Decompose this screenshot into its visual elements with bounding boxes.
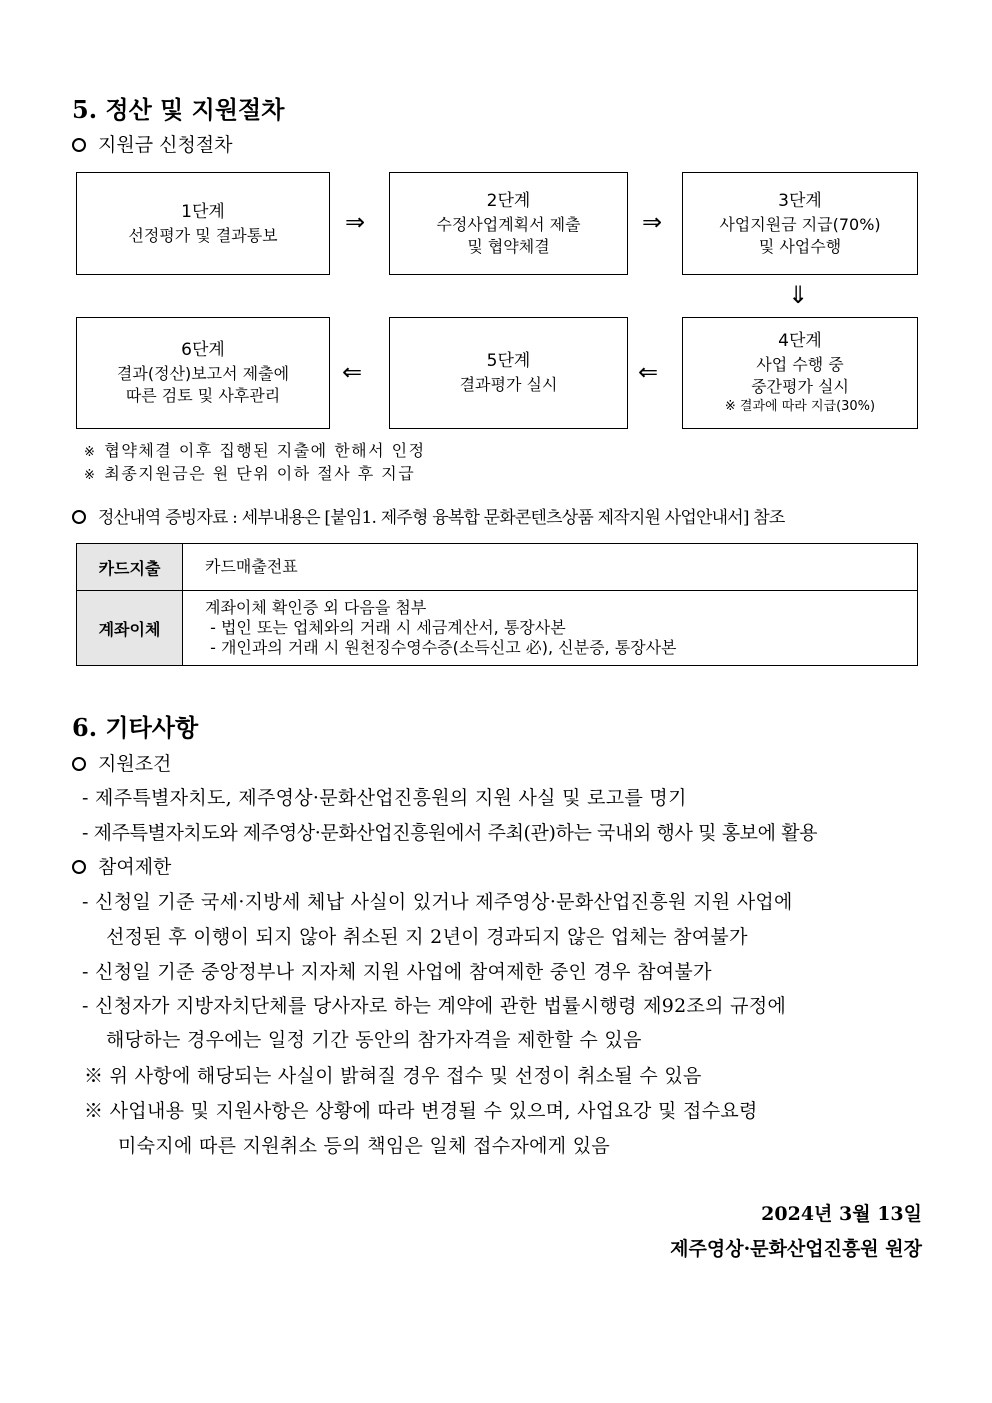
- step-box-2: [389, 172, 628, 275]
- section6-title: 6. 기타사항: [72, 713, 199, 742]
- limit-item: - 신청일 기준 국세·지방세 체납 사실이 있거나 제주영상·문화산업진흥원 지원 사업에: [82, 891, 793, 913]
- evidence-table: [76, 543, 918, 666]
- section5-title: 5. 정산 및 지원절차: [72, 95, 285, 124]
- step-box-3: [682, 172, 918, 275]
- table-value-line: - 개인과의 거래 시 원천징수영수증(소득신고 必), 신분증, 통장사본: [205, 638, 677, 657]
- table-value-line: - 법인 또는 업체와의 거래 시 세금계산서, 통장사본: [205, 618, 566, 637]
- table-value-line: 계좌이체 확인증 외 다음을 첨부: [205, 598, 427, 617]
- left-arrow-icon: ⇐: [638, 358, 659, 386]
- section5-sub2: 정산내역 증빙자료 : 세부내용은 [붙임1. 제주형 융복합 문화콘텐츠상품 제작지원 사업안내서] 참조: [72, 503, 785, 528]
- step-line: 사업 수행 중: [756, 355, 844, 374]
- left-arrow-icon: ⇐: [342, 358, 363, 386]
- right-arrow-icon: ⇒: [642, 208, 663, 236]
- step-box-6: [76, 317, 330, 429]
- step-label: 4단계: [778, 331, 822, 351]
- step-line: 중간평가 실시: [751, 377, 849, 396]
- cond-item: - 제주특별자치도와 제주영상·문화산업진흥원에서 주최(관)하는 국내외 행사 및 홍보에 활용: [82, 822, 818, 844]
- section6-cond-title: 지원조건: [72, 749, 171, 776]
- step-line: 따른 검토 및 사후관리: [125, 386, 281, 405]
- limit-item: 선정된 후 이행이 되지 않아 취소된 지 2년이 경과되지 않은 업체는 참여불가: [106, 926, 748, 948]
- step-line: 및 사업수행: [758, 236, 842, 256]
- step-label: 6단계: [181, 340, 225, 360]
- table-label-transfer: 계좌이체: [77, 591, 183, 666]
- step-line: 결과(정산)보고서 제출에: [116, 364, 290, 383]
- table-row: [77, 544, 918, 591]
- footer-date: 2024년 3월 13일: [761, 1203, 922, 1225]
- circle-bullet-icon: [72, 510, 86, 524]
- note-line: ※ 최종지원금은 원 단위 이하 절사 후 지급: [84, 464, 416, 483]
- reference-mark-icon: ※: [84, 468, 97, 483]
- footer-signer: 제주영상·문화산업진흥원 원장: [670, 1238, 922, 1260]
- table-value-card: 카드매출전표: [183, 544, 918, 591]
- step-box-4: [682, 317, 918, 429]
- limit-item: 해당하는 경우에는 일정 기간 동안의 참가자격을 제한할 수 있음: [106, 1029, 642, 1051]
- remark: ※ 위 사항에 해당되는 사실이 밝혀질 경우 접수 및 선정이 취소될 수 있음: [84, 1065, 702, 1087]
- step-note: ※ 결과에 따라 지급(30%): [724, 399, 876, 414]
- note-line: ※ 협약체결 이후 집행된 지출에 한해서 인정: [84, 441, 426, 460]
- cond-item: - 제주특별자치도, 제주영상·문화산업진흥원의 지원 사실 및 로고를 명기: [82, 787, 687, 809]
- circle-bullet-icon: [72, 138, 86, 152]
- step-box-5: [389, 317, 628, 429]
- step-box-1: [76, 172, 330, 275]
- circle-bullet-icon: [72, 757, 86, 771]
- section5-sub1: 지원금 신청절차: [72, 130, 233, 157]
- step-label: 1단계: [181, 201, 225, 222]
- step-label: 5단계: [486, 351, 531, 371]
- step-line: 선정평가 및 결과통보: [128, 225, 278, 245]
- step-label: 3단계: [778, 190, 822, 211]
- table-label-card: 카드지출: [77, 544, 183, 591]
- right-arrow-icon: ⇒: [345, 208, 366, 236]
- remark: 미숙지에 따른 지원취소 등의 책임은 일체 접수자에게 있음: [118, 1135, 611, 1157]
- limit-item: - 신청일 기준 중앙정부나 지자체 지원 사업에 참여제한 중인 경우 참여불가: [82, 961, 712, 983]
- section6-limit-title: 참여제한: [72, 852, 171, 879]
- step-line: 결과평가 실시: [459, 375, 558, 394]
- reference-mark-icon: ※: [84, 445, 97, 460]
- step-label: 2단계: [486, 190, 531, 211]
- limit-item: - 신청자가 지방자치단체를 당사자로 하는 계약에 관한 법률시행령 제92조의 규정에: [82, 995, 787, 1017]
- remark: ※ 사업내용 및 지원사항은 상황에 따라 변경될 수 있으며, 사업요강 및 접수요령: [84, 1100, 758, 1122]
- circle-bullet-icon: [72, 860, 86, 874]
- step-line: 수정사업계획서 제출: [436, 214, 581, 234]
- table-value-transfer: [183, 591, 918, 666]
- down-arrow-icon: ⇓: [788, 281, 809, 309]
- step-line: 사업지원금 지급(70%): [719, 214, 881, 234]
- step-line: 및 협약체결: [467, 236, 550, 256]
- table-row: [77, 591, 918, 666]
